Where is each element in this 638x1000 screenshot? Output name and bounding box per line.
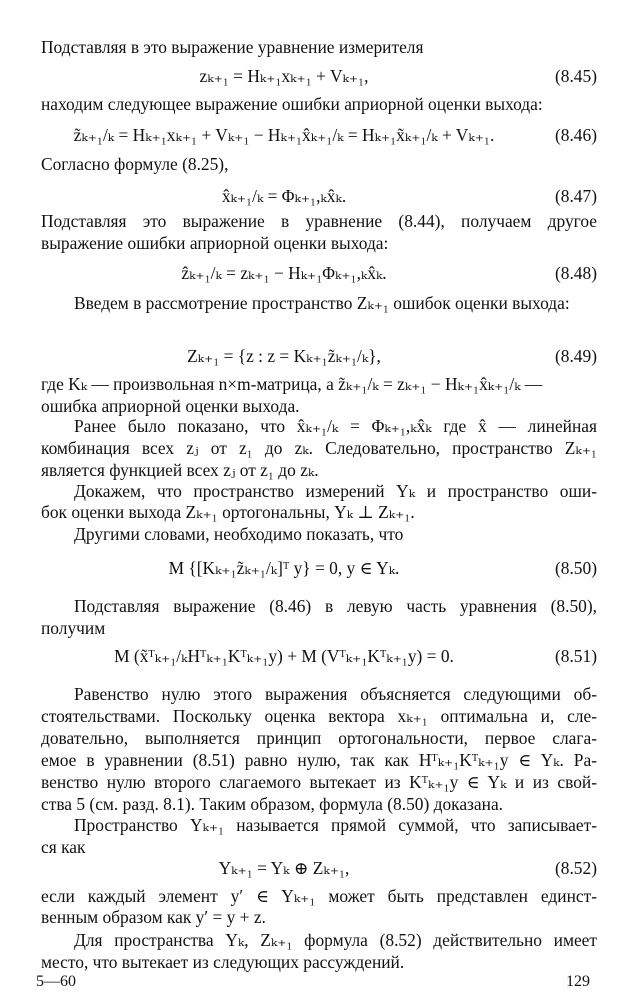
equation-8-46 (41, 121, 597, 149)
text-line: где Kₖ — произвольная n×m-матрица, а z̃ₖ₊₁/ₖ = zₖ₊₁ − Hₖ₊₁x̂ₖ₊₁/ₖ — (41, 374, 543, 394)
text-line: Ранее было показано, что x̂ₖ₊₁/ₖ = Φₖ₊₁,ₖx̂ₖ где x̂ — линейная (74, 416, 597, 436)
text-line: выражение ошибки априорной оценки выхода: (41, 233, 389, 253)
text-line: Равенство нулю этого выражения объясняется следующими об- (74, 684, 597, 704)
equation-number: (8.46) (554, 125, 597, 145)
equation-number: (8.51) (554, 646, 597, 666)
equation-8-45 (41, 62, 597, 90)
equation-number: (8.52) (554, 858, 597, 878)
text-line: довательно, выполняется принцип ортогональности, первое слага- (41, 728, 597, 748)
formula: Yₖ₊₁ = Yₖ ⊕ Zₖ₊₁, (218, 858, 350, 878)
text-line: венство нулю второго слагаемого вытекает из Kᵀₖ₊₁y ∈ Yₖ и из свой- (41, 772, 597, 792)
text-line: Подставляя в это выражение уравнение измерителя (41, 37, 424, 57)
text-line: Согласно формуле (8.25), (41, 154, 229, 174)
text-line: ства 5 (см. разд. 8.1). Таким образом, формула (8.50) доказана. (41, 794, 504, 814)
text-line: место, что вытекает из следующих рассуждений. (41, 952, 405, 972)
page-number: 129 (566, 973, 590, 990)
equation-8-49 (41, 342, 597, 370)
text-line: Для пространства Yₖ, Zₖ₊₁ формула (8.52) действительно имеет (74, 930, 597, 950)
formula: ẑₖ₊₁/ₖ = zₖ₊₁ − Hₖ₊₁Φₖ₊₁,ₖx̂ₖ. (181, 263, 387, 283)
text-line: находим следующее выражение ошибки априорной оценки выхода: (41, 94, 543, 114)
formula: z̃ₖ₊₁/ₖ = Hₖ₊₁xₖ₊₁ + Vₖ₊₁ − Hₖ₊₁x̂ₖ₊₁/ₖ = Hₖ₊₁x̃ₖ₊₁/ₖ + Vₖ₊₁. (73, 125, 495, 145)
text-line: Докажем, что пространство измерений Yₖ и пространство оши- (74, 481, 597, 501)
text-line: емое в уравнении (8.51) равно нулю, так как Hᵀₖ₊₁Kᵀₖ₊₁y ∈ Yₖ. Ра- (41, 750, 597, 770)
equation-number: (8.45) (554, 66, 597, 86)
text-line: Пространство Yₖ₊₁ называется прямой суммой, что записывает- (74, 815, 597, 835)
text-line: получим (41, 618, 106, 638)
text-line: комбинация всех zⱼ от z₁ до zₖ. Следовательно, пространство Zₖ₊₁ (41, 438, 597, 458)
equation-8-47 (41, 182, 597, 210)
text-line: ся как (41, 837, 86, 857)
text-paragraph: Введем в рассмотрение пространство Zₖ₊₁ ошибок оценки выхода: (74, 293, 570, 313)
text-line: ошибка априорной оценки выхода. (41, 396, 300, 416)
equation-8-50 (41, 554, 597, 582)
text-line: стоятельствами. Поскольку оценка вектора xₖ₊₁ оптимальна и, сле- (41, 706, 597, 726)
equation-number: (8.50) (554, 558, 597, 578)
formula: M {[Kₖ₊₁z̃ₖ₊₁/ₖ]ᵀ y} = 0, y ∈ Yₖ. (168, 558, 400, 578)
text-line: Другими словами, необходимо показать, что (74, 524, 404, 544)
formula: Zₖ₊₁ = {z : z = Kₖ₊₁z̃ₖ₊₁/ₖ}, (187, 346, 381, 366)
formula: x̂ₖ₊₁/ₖ = Φₖ₊₁,ₖx̂ₖ. (221, 186, 347, 206)
equation-8-51 (41, 642, 597, 670)
equation-number: (8.49) (554, 346, 597, 366)
equation-8-48 (41, 259, 597, 287)
signature-mark: 5—60 (36, 973, 76, 990)
text-line: венным образом как y′ = y + z. (41, 907, 266, 927)
equation-number: (8.48) (554, 263, 597, 283)
text-line: бок оценки выхода Zₖ₊₁ ортогональны, Yₖ ⊥ Zₖ₊₁. (41, 502, 415, 522)
formula: M (x̃ᵀₖ₊₁/ₖHᵀₖ₊₁Kᵀₖ₊₁y) + M (Vᵀₖ₊₁Kᵀₖ₊₁y) = 0. (114, 646, 454, 666)
text-line: Подставляя это выражение в уравнение (8.44), получаем другое (41, 211, 597, 231)
equation-8-52 (41, 854, 597, 882)
text-line: Подставляя выражение (8.46) в левую часть уравнения (8.50), (74, 596, 597, 616)
text-line: если каждый элемент y′ ∈ Yₖ₊₁ может быть представлен единст- (41, 886, 597, 906)
equation-number: (8.47) (554, 186, 597, 206)
formula: zₖ₊₁ = Hₖ₊₁xₖ₊₁ + Vₖ₊₁, (199, 66, 369, 86)
text-line: является функцией всех zⱼ от z₁ до zₖ. (41, 460, 319, 480)
